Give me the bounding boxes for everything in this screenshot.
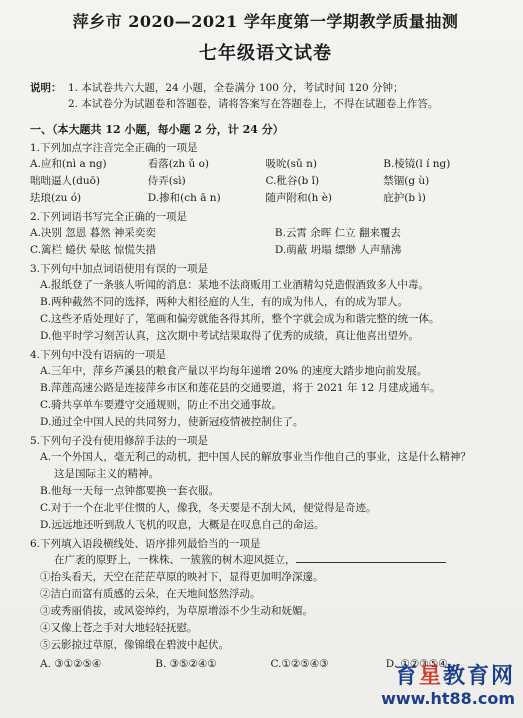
q6-sentence-5: ⑤云影掠过草原，像锦缎在碧波中起伏。	[40, 639, 229, 651]
watermark-brand-right: 教育网	[442, 664, 515, 689]
q5-option-b: B.他每一天每一点钟都要换一套衣服。	[40, 485, 220, 497]
q3-option-d: D.他平时学习刻苦认真，这次期中考试结果取得了优秀的成绩，真让他喜出望外。	[40, 330, 419, 342]
q3-option-c: C.这些矛盾处理好了，笔画和偏旁就能各得其所，整个字就会成为和谐完整的统一体。	[40, 313, 440, 325]
question-1-options-row-1	[30, 156, 501, 173]
question-3-stem: 3.下列句中加点词语使用有误的一项是	[30, 263, 209, 275]
q2-option-c: C.篱栏 蜷伏 晕眩 惊慌失措	[30, 244, 157, 256]
q4-option-d: D.通过全中国人民的共同努力，使新冠疫情被控制住了。	[40, 416, 304, 428]
question-6-stem: 6.下列填入语段横线处、语序排列最恰当的一项是	[30, 538, 261, 550]
q4-option-c: C.骑共享单车要遵守交通规则，防止不出交通事故。	[40, 399, 282, 411]
q6-option-a: A. ③①②⑤④	[40, 658, 102, 670]
q5-option-a-continued: 这是国际主义的精神。	[54, 468, 159, 480]
question-1-stem: 1.下列加点字注音完全正确的一项是	[30, 142, 198, 154]
q1-option: D.掺和(ch ā n)	[147, 192, 221, 204]
q2-option-a: A.决别 忽恩 暮然 神采奕奕	[30, 227, 156, 239]
q6-option-d: D. ①②③⑤④	[385, 658, 448, 670]
q1-option: 咄咄逼人(duō)	[30, 175, 100, 187]
q1-option: 珐琅(zu ó)	[30, 192, 82, 204]
q5-option-c: C.对于一个在北平住惯的人，像我，冬天要是不刮大风，便觉得是奇迹。	[40, 502, 377, 514]
notes-label: 说明：	[30, 82, 62, 94]
q4-option-a: A.三年中，萍乡芦溪县的粮食产量以平均每年递增 20% 的速度大踏步地向前发展。	[40, 365, 428, 377]
q1-option: 看落(zh ǔ o)	[147, 158, 209, 170]
question-1-options-row-3	[30, 190, 501, 207]
watermark-brand	[347, 664, 515, 690]
q5-option-d: D.远远地还听到敌人飞机的叹息，大概是在叹息自己的命运。	[40, 519, 325, 531]
question-1-options-row-2	[30, 173, 501, 190]
notes-line-2: 2. 本试卷分为试题卷和答题卷，请将答案写在答题卷上，不得在试题卷上作答。	[68, 98, 439, 110]
notes-line-1: 1. 本试卷共六大题，24 小题，全卷满分 100 分，考试时间 120 分钟；	[68, 82, 404, 94]
question-2-options-row-1	[30, 225, 501, 242]
watermark-brand-left: 育	[394, 664, 419, 689]
q1-option: 随声附和(h è)	[265, 192, 333, 204]
question-4-stem: 4.下列句中没有语病的一项是	[30, 349, 167, 361]
q1-option: 庇护(b ì)	[383, 192, 426, 204]
q6-sentence-3: ③或秀丽俏拔，或风姿绰约，为草原增添不少生动和妩媚。	[40, 605, 313, 617]
q1-option: 侍弄(sì)	[147, 175, 186, 187]
q6-lead-text: 在广袤的原野上，一株株、一簇簇的树木迎风挺立，	[54, 554, 296, 566]
q2-option-b: B.云霄 余晖 仁立 翻来覆去	[274, 227, 401, 239]
q3-option-a: A.报纸登了一条骇人听闻的消息：某地不法商贩用工业酒精勾兑造假酒致多人中毒。	[40, 279, 429, 291]
q1-option: C.秕谷(b ǐ)	[265, 175, 320, 187]
exam-title: 萍乡市 2020—2021 学年度第一学期教学质量抽测	[72, 12, 459, 31]
site-watermark	[347, 664, 515, 712]
question-5-stem: 5.下列句子没有使用修辞手法的一项是	[30, 435, 209, 447]
q6-option-c: C.①②⑤④③	[270, 658, 329, 670]
q6-answer-blank	[296, 553, 446, 563]
watermark-brand-star: 星	[418, 664, 443, 689]
q1-option: 吸吮(sǔ n)	[265, 158, 317, 170]
q3-option-b: B.两种截然不同的选择，两种大相径庭的人生，有的成为伟人，有的成为罪人。	[40, 296, 409, 308]
q6-lead-sentence	[30, 552, 501, 569]
q5-option-a: A.一个外国人，毫无利己的动机，把中国人民的解放事业当作他自己的事业，这是什么精神？	[40, 451, 471, 463]
watermark-url: www.ht88.com	[381, 689, 515, 708]
exam-subtitle: 七年级语文试卷	[199, 43, 332, 64]
q6-sentence-1: ①抬头看天，天空在茫茫草原的映衬下，显得更加明净深邃。	[40, 571, 324, 583]
q2-option-d: D.萌蔽 坍塌 缥缈 人声鼎沸	[274, 244, 402, 256]
q1-option: A.应和(nì a ng)	[30, 158, 107, 170]
q6-option-b: B. ③⑤②④①	[155, 658, 217, 670]
exam-notes	[30, 80, 501, 112]
q1-option: 禁锢(g ù)	[383, 175, 430, 187]
q1-option: B.棱镜(l í ng)	[383, 158, 451, 170]
q6-sentence-4: ④又像上苍之手对大地轻轻抚慰。	[40, 622, 198, 634]
question-2-stem: 2.下列词语书写完全正确的一项是	[30, 211, 188, 223]
q4-option-b: B.萍莲高速公路是连接萍乡市区和莲花县的交通要道，将于 2021 年 12 月建成通车。	[40, 382, 441, 394]
section-heading: 一、（本大题共 12 小题，每小题 2 分，计 24 分）	[30, 123, 284, 136]
question-2-options-row-2	[30, 242, 501, 259]
q6-sentence-2: ②洁白而富有质感的云朵，在天地间悠然浮动。	[40, 588, 261, 600]
